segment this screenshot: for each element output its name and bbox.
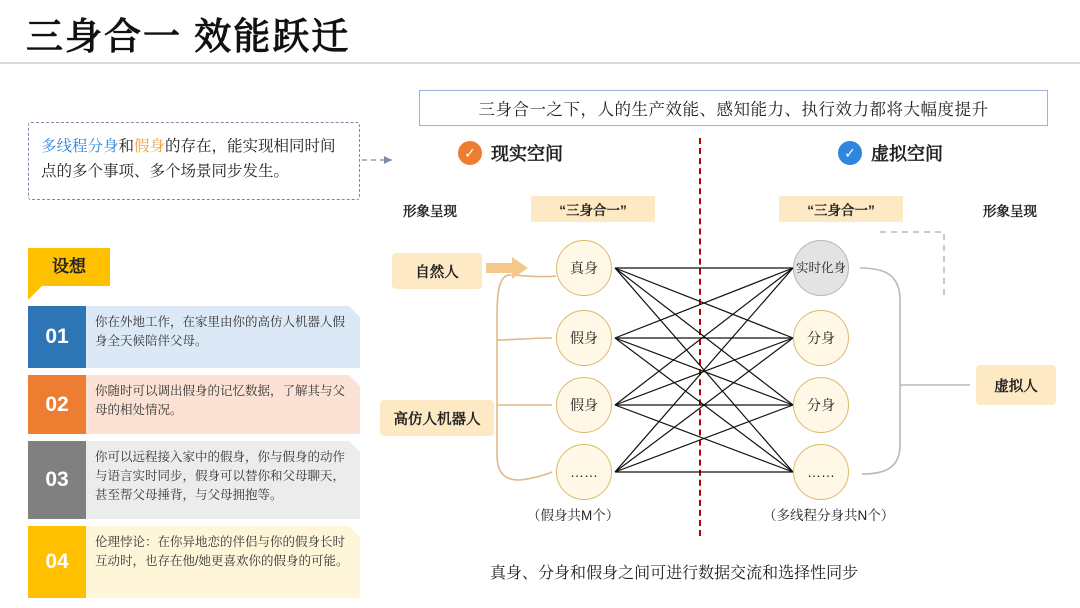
note-text-1: 和 xyxy=(118,138,135,155)
check-circle-icon: ✓ xyxy=(838,141,862,165)
assumption-tag xyxy=(28,248,110,286)
list-item-text: 伦理悖论：在你异地恋的伴侣与你的假身长时互动时，也存在他/她更喜欢你的假身的可能。 xyxy=(86,526,360,598)
note-box xyxy=(28,122,360,200)
note-highlight-orange: 假身 xyxy=(134,138,166,155)
node-left-3: 假身 xyxy=(556,377,612,433)
real-space-label xyxy=(458,140,563,166)
banner: 三身合一之下，人的生产效能、感知能力、执行效力都将大幅度提升 xyxy=(419,90,1048,126)
corner-fold xyxy=(349,526,360,537)
virtual-space-text: 虚拟空间 xyxy=(871,144,943,164)
list-item-number: 02 xyxy=(28,375,86,434)
list-item-text: 你随时可以调出假身的记忆数据，了解其与父母的相处情况。 xyxy=(86,375,360,434)
image-label-right: 形象呈现 xyxy=(983,204,1037,219)
note-text-2: 的存在，能实现相同时间点的多个事项、多个场景同步发生。 xyxy=(41,138,336,180)
label-humanoid-robot: 高仿人机器人 xyxy=(380,400,494,436)
space-divider xyxy=(699,138,701,536)
list-item-number: 04 xyxy=(28,526,86,598)
node-right-3: 分身 xyxy=(793,377,849,433)
sanshen-badge-right: “三身合一” xyxy=(779,196,903,222)
list-item xyxy=(28,526,360,598)
footer-part-d: 和 xyxy=(570,565,587,582)
footer-part-c: 分身 xyxy=(538,565,571,582)
node-left-4: …… xyxy=(556,444,612,500)
list-item-number: 01 xyxy=(28,306,86,368)
node-left-2: 假身 xyxy=(556,310,612,366)
list-item xyxy=(28,441,360,519)
check-circle-icon: ✓ xyxy=(458,141,482,165)
page-title: 三身合一 效能跃迁 xyxy=(26,16,351,57)
footer-part-f: 之间可进行数据交流和选择性同步 xyxy=(618,565,859,582)
title-divider xyxy=(0,62,1080,64)
node-right-1: 实时化身 xyxy=(793,240,849,296)
list-item-text: 你在外地工作，在家里由你的高仿人机器人假身全天候陪伴父母。 xyxy=(86,306,360,368)
virtual-space-label xyxy=(838,140,943,166)
list-item xyxy=(28,306,360,368)
footer-part-b: 、 xyxy=(522,565,539,582)
node-right-2: 分身 xyxy=(793,310,849,366)
sanshen-badge-left: “三身合一” xyxy=(531,196,655,222)
label-natural-person: 自然人 xyxy=(392,253,482,289)
footer-part-a: 真身 xyxy=(490,565,523,582)
node-right-4: …… xyxy=(793,444,849,500)
real-space-text: 现实空间 xyxy=(491,144,563,164)
assumption-tag-label: 设想 xyxy=(52,257,86,276)
image-label-left: 形象呈现 xyxy=(403,204,457,219)
corner-fold xyxy=(349,441,360,452)
corner-fold xyxy=(349,375,360,386)
count-right: （多线程分身共N个） xyxy=(763,508,895,523)
node-left-1: 真身 xyxy=(556,240,612,296)
count-left: （假身共M个） xyxy=(527,508,620,523)
note-highlight-blue: 多线程分身 xyxy=(41,138,119,155)
footer-note xyxy=(490,560,858,583)
label-virtual-human: 虚拟人 xyxy=(976,365,1056,405)
list-item-number: 03 xyxy=(28,441,86,519)
list-item xyxy=(28,375,360,434)
list-item-text: 你可以远程接入家中的假身，你与假身的动作与语言实时同步，假身可以替你和父母聊天，甚至帮父母捶背，与父母拥抱等。 xyxy=(86,441,360,519)
corner-fold xyxy=(349,306,360,317)
footer-part-e: 假身 xyxy=(586,565,619,582)
